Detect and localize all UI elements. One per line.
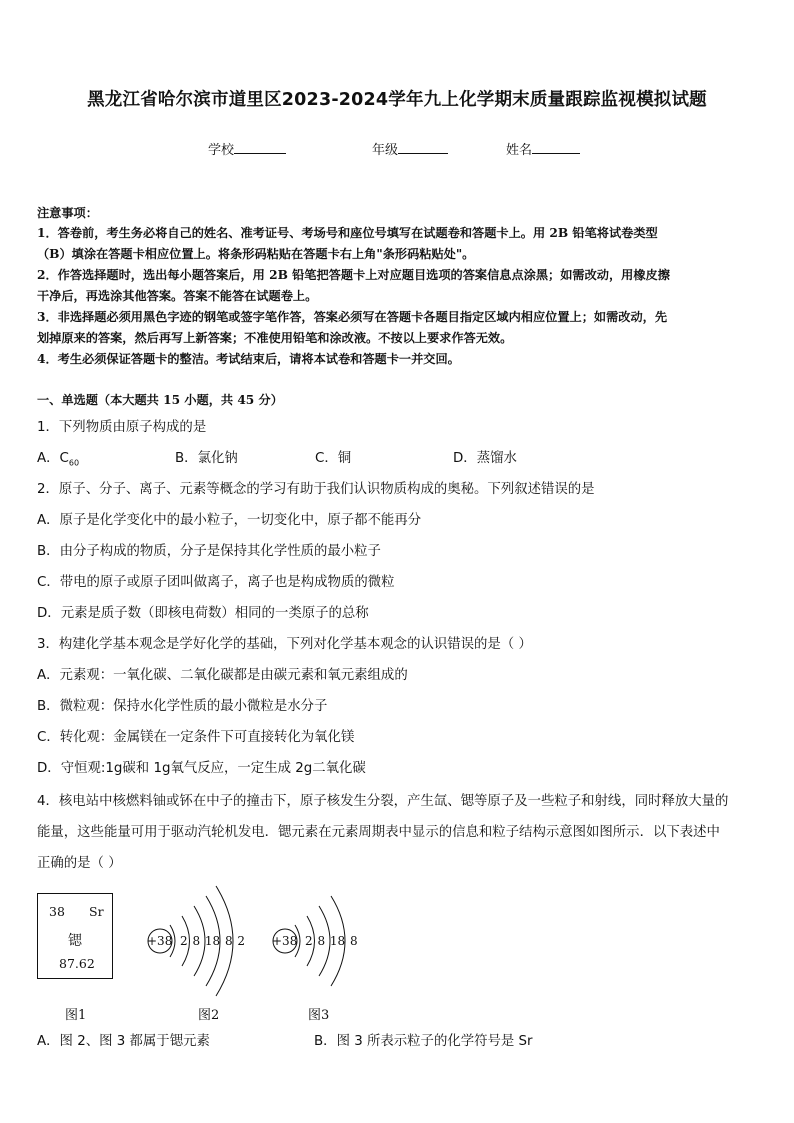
name-label: 姓名	[506, 143, 533, 158]
question-4-stem: 正确的是（ ）	[37, 856, 122, 871]
element-symbol: Sr	[89, 904, 104, 919]
notes-line: 4．考生必须保证答题卡的整洁。考试结束后，请将本试卷和答题卡一并交回。	[37, 352, 460, 366]
question-4-option-b: B．图 3 所表示粒子的化学符号是 Sr	[314, 1034, 533, 1049]
atomic-number: 38	[49, 904, 65, 919]
section-heading: 一、单选题（本大题共 15 小题，共 45 分）	[37, 393, 283, 407]
page-title: 黑龙江省哈尔滨市道里区2023-2024学年九上化学期末质量跟踪监视模拟试题	[87, 90, 707, 110]
notes-line: 划掉原来的答案，然后再写上新答案；不准使用铅笔和涂改液。不按以上要求作答无效。	[37, 331, 513, 345]
atomic-mass: 87.62	[59, 956, 95, 971]
notes-line: 干净后，再选涂其他答案。答案不能答在试题卷上。	[37, 289, 318, 303]
question-1-option-c: C．铜	[315, 451, 352, 466]
question-1-option-b: B．氯化钠	[175, 451, 238, 466]
question-3-option-b: B．微粒观：保持水化学性质的最小微粒是水分子	[37, 699, 328, 714]
notes-line: 1．答卷前，考生务必将自己的姓名、准考证号、考场号和座位号填写在试题卷和答题卡上。用 2B 铅笔将试卷类型	[37, 226, 658, 240]
question-3-option-c: C．转化观：金属镁在一定条件下可直接转化为氧化镁	[37, 730, 355, 745]
question-4-stem: 能量，这些能量可用于驱动汽轮机发电．锶元素在元素周期表中显示的信息和粒子结构示意图如图所示．以下表述中	[37, 825, 720, 840]
electron-counts: 2 8 18 8	[305, 934, 358, 948]
question-4-stem: 4．核电站中核燃料铀或钚在中子的撞击下，原子核发生分裂，产生氙、锶等原子及一些粒子和射线，同时释放大量的	[37, 794, 729, 809]
question-2-stem: 2．原子、分子、离子、元素等概念的学习有助于我们认识物质构成的奥秘。下列叙述错误的是	[37, 482, 595, 497]
notes-heading: 注意事项：	[37, 206, 98, 220]
subscript-60: 60	[68, 458, 80, 468]
school-label: 学校	[208, 143, 235, 158]
nucleus-charge: +38	[272, 934, 298, 948]
question-2-option-d: D．元素是质子数（即核电荷数）相同的一类原子的总称	[37, 606, 369, 621]
name-blank	[532, 141, 580, 154]
element-card	[37, 893, 113, 979]
school-blank	[234, 141, 286, 154]
question-3-stem: 3．构建化学基本观念是学好化学的基础，下列对化学基本观念的认识错误的是（ ）	[37, 637, 532, 652]
question-3-option-a: A．元素观：一氧化碳、二氧化碳都是由碳元素和氧元素组成的	[37, 668, 408, 683]
grade-label: 年级	[372, 143, 399, 158]
name-field	[506, 139, 580, 158]
school-field	[208, 139, 286, 158]
figure-1-label: 图1	[65, 1008, 87, 1023]
element-name: 锶	[68, 933, 82, 949]
question-2-option-a: A．原子是化学变化中的最小粒子，一切变化中，原子都不能再分	[37, 513, 422, 528]
figure-3-label: 图3	[308, 1008, 330, 1023]
question-1-stem: 1．下列物质由原子构成的是	[37, 420, 207, 435]
question-1-option-d: D．蒸馏水	[453, 451, 517, 466]
nucleus-charge: +38	[147, 934, 173, 948]
question-2-option-c: C．带电的原子或原子团叫做离子，离子也是构成物质的微粒	[37, 575, 395, 590]
grade-blank	[398, 141, 448, 154]
electron-counts: 2 8 18 8 2	[180, 934, 246, 948]
question-4-option-a: A．图 2、图 3 都属于锶元素	[37, 1034, 210, 1049]
question-3-option-d: D．守恒观:1g碳和 1g氧气反应，一定生成 2g二氧化碳	[37, 761, 366, 776]
notes-line: 3．非选择题必须用黑色字迹的钢笔或签字笔作答，答案必须写在答题卡各题目指定区域内相应位置上；如需改动，先	[37, 310, 668, 324]
option-a-text: A．C	[37, 451, 69, 466]
figure-2-label: 图2	[198, 1008, 220, 1023]
grade-field	[372, 139, 448, 158]
notes-line: 2．作答选择题时，选出每小题答案后，用 2B 铅笔把答题卡上对应题目选项的答案信息点涂黑；如需改动，用橡皮擦	[37, 268, 670, 282]
question-2-option-b: B．由分子构成的物质，分子是保持其化学性质的最小粒子	[37, 544, 381, 559]
notes-line: （B）填涂在答题卡相应位置上。将条形码粘贴在答题卡右上角"条形码粘贴处"。	[37, 247, 475, 261]
question-1-option-a	[37, 447, 79, 468]
